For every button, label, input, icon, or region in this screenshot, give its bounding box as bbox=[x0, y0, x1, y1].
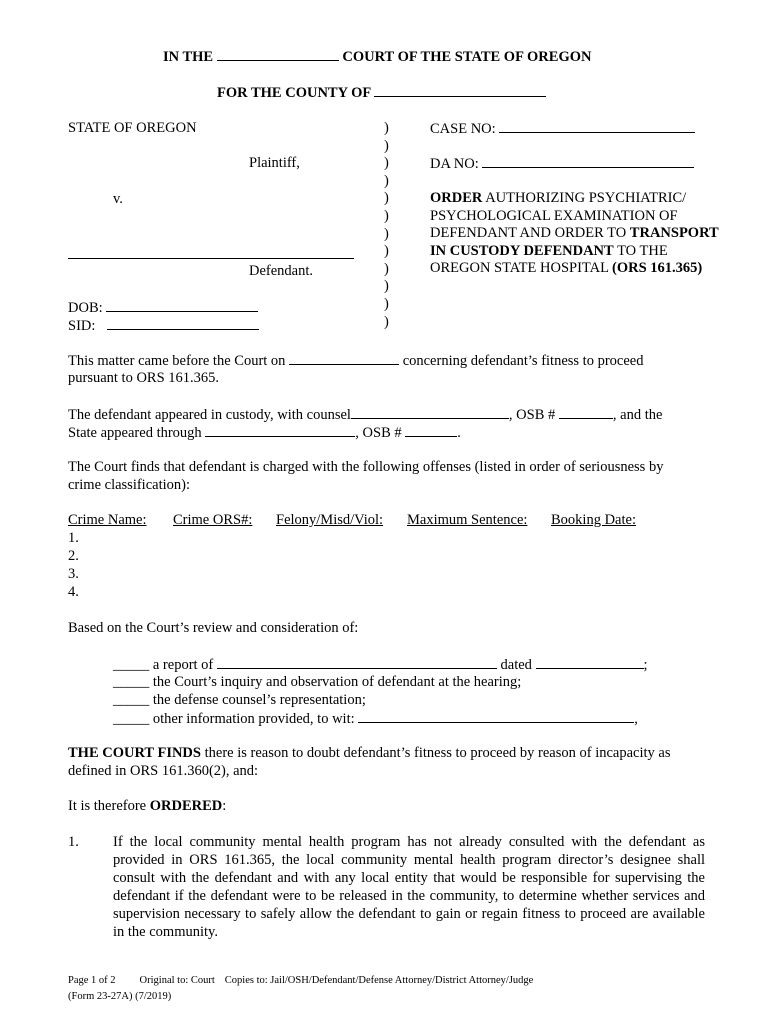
crime-header-name: Crime Name: bbox=[68, 512, 147, 528]
footer-line bbox=[68, 974, 533, 988]
report-date-blank[interactable] bbox=[536, 655, 644, 669]
dob-field: DOB: bbox=[68, 298, 258, 317]
offenses-paragraph: The Court finds that defendant is charged with the following offenses (listed in order of seriousness by bbox=[68, 459, 664, 475]
crime-row: 3. bbox=[68, 566, 79, 582]
other-info-blank[interactable] bbox=[358, 709, 634, 723]
sid-blank[interactable] bbox=[107, 316, 259, 330]
crime-row: 1. bbox=[68, 530, 79, 546]
defendant-name-blank[interactable] bbox=[68, 250, 354, 259]
crime-header-booking: Booking Date: bbox=[551, 512, 636, 528]
other-check-blank[interactable]: _____ bbox=[113, 711, 150, 727]
defendant-label: Defendant. bbox=[249, 263, 314, 279]
ordered-heading: It is therefore ORDERED: bbox=[68, 798, 227, 814]
review-intro: Based on the Court’s review and consideration of: bbox=[68, 620, 359, 636]
review-item-report: _____ a report of dated ; bbox=[113, 657, 648, 673]
plaintiff-label: Plaintiff, bbox=[249, 155, 300, 171]
state-osb-blank[interactable] bbox=[405, 423, 457, 437]
offenses-paragraph-cont: crime classification): bbox=[68, 477, 190, 493]
da-no-field: DA NO: bbox=[430, 154, 694, 173]
state-attorney-blank[interactable] bbox=[205, 423, 355, 437]
sid-field: SID: bbox=[68, 316, 259, 335]
review-item-counsel: _____ the defense counsel’s representation; bbox=[113, 692, 366, 708]
review-item-inquiry: _____ the Court’s inquiry and observation of defendant at the hearing; bbox=[113, 674, 522, 690]
report-check-blank[interactable]: _____ bbox=[113, 657, 150, 673]
dob-blank[interactable] bbox=[106, 298, 258, 312]
court-heading: IN THE COURT OF THE STATE OF OREGON bbox=[163, 49, 592, 65]
counsel-osb-blank[interactable] bbox=[559, 405, 613, 419]
review-item-other: _____ other information provided, to wit: , bbox=[113, 711, 638, 727]
crime-header-sentence: Maximum Sentence: bbox=[407, 512, 528, 528]
counsel-check-blank[interactable]: _____ bbox=[113, 692, 150, 708]
appearance-paragraph: The defendant appeared in custody, with counsel , OSB # , and the bbox=[68, 407, 663, 423]
hearing-paragraph: This matter came before the Court on concerning defendant’s fitness to proceed bbox=[68, 353, 644, 369]
crime-row: 4. bbox=[68, 584, 79, 600]
crime-row: 2. bbox=[68, 548, 79, 564]
counsel-blank[interactable] bbox=[351, 405, 509, 419]
plaintiff-name: STATE OF OREGON bbox=[68, 120, 197, 136]
order-item-text: If the local community mental health program has not already consulted with the defendant as provided in ORS 161.365, the local community mental health program director’s designee shall consult with the defendant and with any local entity that would be responsible for supervising the defendant if the defendant were to be released in the community, to determine whether services and supervision necessary to safely allow the defendant to gain or regain fitness to proceed are available in the community. bbox=[113, 834, 705, 940]
case-no-blank[interactable] bbox=[499, 119, 695, 133]
page-number: Page 1 of 2 bbox=[68, 975, 116, 986]
county-heading: FOR THE COUNTY OF bbox=[217, 83, 546, 102]
court-finds-paragraph-cont: defined in ORS 161.360(2), and: bbox=[68, 763, 259, 779]
hearing-date-blank[interactable] bbox=[289, 351, 399, 365]
inquiry-check-blank[interactable]: _____ bbox=[113, 674, 150, 690]
da-no-blank[interactable] bbox=[482, 154, 694, 168]
document-title: ORDER AUTHORIZING PSYCHIATRIC/ PSYCHOLOGICAL EXAMINATION OF DEFENDANT AND ORDER TO TRANSPORT IN CUSTODY DEFENDANT TO THE OREGON STATE HOSPITAL (ORS 161.365) bbox=[430, 190, 719, 277]
report-author-blank[interactable] bbox=[217, 655, 497, 669]
court-name-blank[interactable] bbox=[217, 47, 339, 61]
hearing-paragraph-cont: pursuant to ORS 161.365. bbox=[68, 370, 220, 386]
caption-divider: ) ) ) ) ) ) ) ) ) ) ) ) bbox=[384, 120, 389, 330]
original-to: Original to: Court bbox=[139, 975, 215, 986]
versus-label: v. bbox=[113, 191, 123, 207]
case-no-field: CASE NO: bbox=[430, 119, 695, 138]
order-item-number: 1. bbox=[68, 834, 79, 850]
appearance-paragraph-cont: State appeared through , OSB # . bbox=[68, 425, 461, 441]
court-finds-paragraph: THE COURT FINDS there is reason to doubt defendant’s fitness to proceed by reason of incapacity as bbox=[68, 745, 671, 761]
crime-header-ors: Crime ORS#: bbox=[173, 512, 253, 528]
copies-to: Copies to: Jail/OSH/Defendant/Defense Attorney/District Attorney/Judge bbox=[224, 975, 534, 986]
crime-header-class: Felony/Misd/Viol: bbox=[276, 512, 384, 528]
county-blank[interactable] bbox=[374, 83, 546, 97]
form-number: (Form 23-27A) (7/2019) bbox=[68, 991, 172, 1002]
